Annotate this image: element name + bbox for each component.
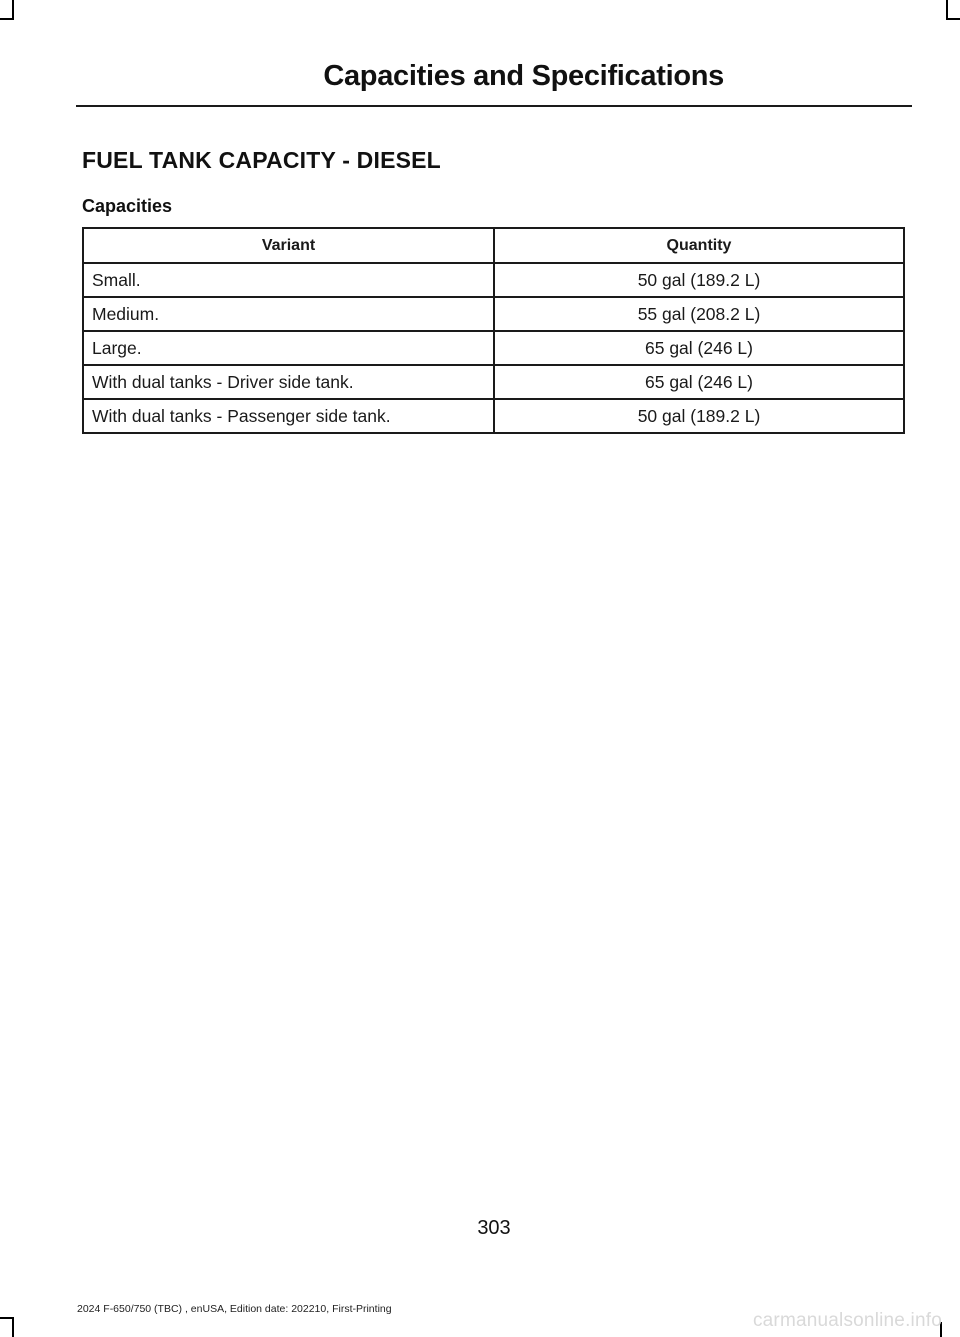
- table-row: [83, 331, 904, 365]
- crop-mark-top-right: [946, 0, 948, 20]
- table-row: [83, 263, 904, 297]
- page-number: 303: [477, 1217, 511, 1239]
- header-divider: [76, 105, 912, 107]
- table-row: [83, 399, 904, 433]
- table-row: [83, 365, 904, 399]
- crop-mark-top-left-horizontal: [0, 18, 14, 20]
- quantity-cell: 65 gal (246 L): [494, 331, 904, 365]
- column-header-quantity: Quantity: [494, 228, 904, 263]
- variant-cell: With dual tanks - Driver side tank.: [83, 365, 494, 399]
- quantity-cell: 55 gal (208.2 L): [494, 297, 904, 331]
- crop-mark-bottom-left-horizontal: [0, 1317, 14, 1319]
- quantity-cell: 50 gal (189.2 L): [494, 263, 904, 297]
- capacities-table: [82, 227, 905, 434]
- column-header-variant: Variant: [83, 228, 494, 263]
- watermark-text: carmanualsonline.info: [752, 1310, 942, 1331]
- edition-footer: 2024 F-650/750 (TBC) , enUSA, Edition date: 202210, First-Printing: [77, 1303, 392, 1315]
- quantity-cell: 65 gal (246 L): [494, 365, 904, 399]
- variant-cell: Small.: [83, 263, 494, 297]
- page-header-title: Capacities and Specifications: [323, 60, 724, 92]
- section-title: FUEL TANK CAPACITY - DIESEL: [82, 147, 441, 173]
- table-row: [83, 297, 904, 331]
- table-caption: Capacities: [82, 196, 173, 216]
- variant-cell: Medium.: [83, 297, 494, 331]
- crop-mark-top-left: [12, 0, 14, 20]
- table-header-row: [83, 228, 904, 263]
- crop-mark-top-right-horizontal: [946, 18, 960, 20]
- variant-cell: With dual tanks - Passenger side tank.: [83, 399, 494, 433]
- quantity-cell: 50 gal (189.2 L): [494, 399, 904, 433]
- crop-mark-bottom-left: [12, 1317, 14, 1337]
- variant-cell: Large.: [83, 331, 494, 365]
